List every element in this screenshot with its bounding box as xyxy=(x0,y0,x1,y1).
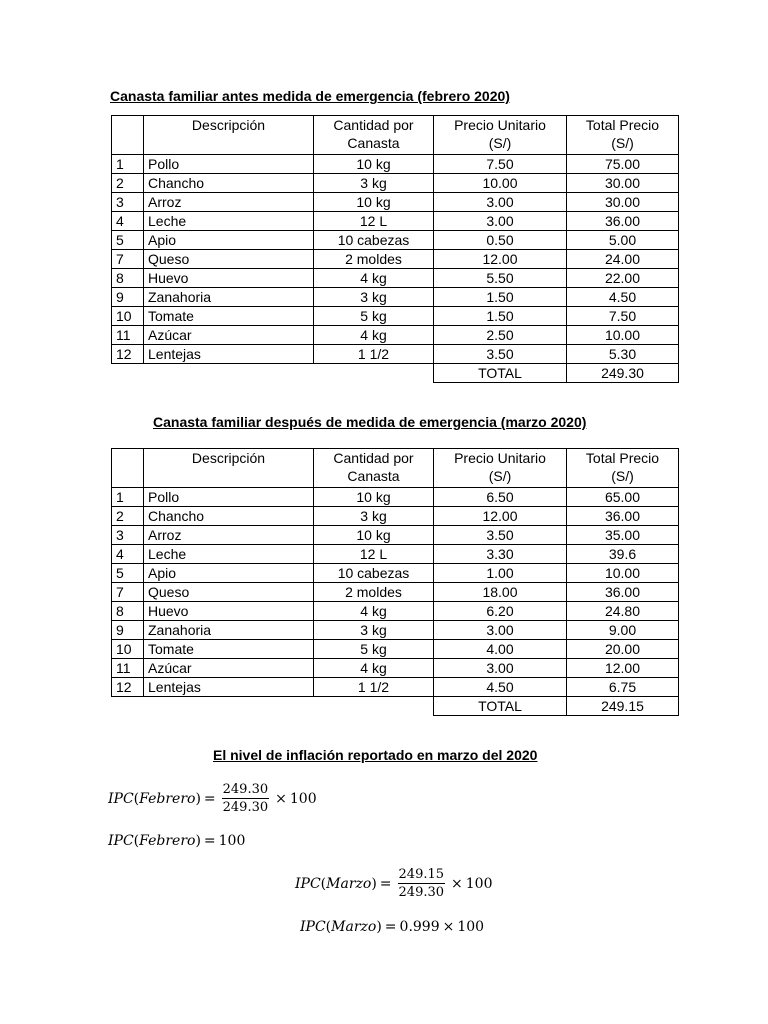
row-description: Tomate xyxy=(144,307,314,326)
row-number: 7 xyxy=(112,250,144,269)
row-total-price: 36.00 xyxy=(567,583,679,602)
ipc-symbol: IPC xyxy=(108,833,134,849)
header-unit-price xyxy=(434,116,567,155)
row-unit-price: 1.00 xyxy=(434,564,567,583)
row-unit-price: 6.50 xyxy=(434,488,567,507)
row-total-price: 5.00 xyxy=(567,231,679,250)
times-sign: × xyxy=(442,919,455,935)
row-quantity: 5 kg xyxy=(314,640,434,659)
row-description: Pollo xyxy=(144,488,314,507)
row-total-price: 39.6 xyxy=(567,545,679,564)
row-number: 9 xyxy=(112,288,144,307)
row-total-price: 75.00 xyxy=(567,155,679,174)
header-total-price xyxy=(567,116,679,155)
header-price-line2: (S/) xyxy=(488,135,512,151)
blank-cell xyxy=(314,697,434,716)
inflation-title: El nivel de inflación reportado en marzo del 2020 xyxy=(213,747,538,763)
header-total-price xyxy=(567,449,679,488)
equation-ipc-february-fraction: IPC ( Febrero ) = $\frac{249.30}{249.30}$ × 100 xyxy=(108,782,317,815)
row-number: 10 xyxy=(112,640,144,659)
row-unit-price: 6.20 xyxy=(434,602,567,621)
fraction xyxy=(398,866,446,901)
table-row xyxy=(112,602,679,621)
row-quantity: 3 kg xyxy=(314,507,434,526)
row-number: 8 xyxy=(112,269,144,288)
header-quantity-line1: Cantidad por xyxy=(333,117,414,133)
row-unit-price: 18.00 xyxy=(434,583,567,602)
header-number xyxy=(112,116,144,155)
row-total-price: 24.00 xyxy=(567,250,679,269)
table-header-row xyxy=(112,116,679,155)
table-header-row xyxy=(112,449,679,488)
row-number: 10 xyxy=(112,307,144,326)
basket-table-february xyxy=(111,115,679,383)
table-row xyxy=(112,345,679,364)
row-unit-price: 3.50 xyxy=(434,345,567,364)
row-total-price: 36.00 xyxy=(567,507,679,526)
row-quantity: 3 kg xyxy=(314,288,434,307)
total-value: 249.15 xyxy=(567,697,679,716)
row-quantity: 10 cabezas xyxy=(314,231,434,250)
equation-ipc-february-result: IPC ( Febrero ) = 100 xyxy=(108,833,246,849)
header-description: Descripción xyxy=(144,116,314,155)
table-row xyxy=(112,307,679,326)
table-row xyxy=(112,659,679,678)
row-unit-price: 3.30 xyxy=(434,545,567,564)
row-number: 2 xyxy=(112,174,144,193)
table-row xyxy=(112,231,679,250)
row-quantity: 10 kg xyxy=(314,193,434,212)
row-unit-price: 3.00 xyxy=(434,193,567,212)
row-total-price: 12.00 xyxy=(567,659,679,678)
header-description: Descripción xyxy=(144,449,314,488)
row-number: 1 xyxy=(112,155,144,174)
row-number: 3 xyxy=(112,193,144,212)
header-quantity-line1: Cantidad por xyxy=(333,450,414,466)
table-row xyxy=(112,640,679,659)
table-row xyxy=(112,545,679,564)
factor: 100 xyxy=(465,875,493,892)
table1-title: Canasta familiar antes medida de emergencia (febrero 2020) xyxy=(110,88,510,104)
row-total-price: 7.50 xyxy=(567,307,679,326)
total-label: TOTAL xyxy=(434,364,567,383)
table-row xyxy=(112,193,679,212)
total-row xyxy=(112,697,679,716)
row-description: Queso xyxy=(144,583,314,602)
table-row xyxy=(112,269,679,288)
total-row xyxy=(112,364,679,383)
header-quantity-line2: Canasta xyxy=(347,468,400,484)
row-quantity: 3 kg xyxy=(314,621,434,640)
equation-ipc-march-result: IPC ( Marzo ) = 0.999 × 100 xyxy=(300,919,485,935)
header-price-line2: (S/) xyxy=(488,468,512,484)
row-number: 4 xyxy=(112,212,144,231)
table-row xyxy=(112,212,679,231)
row-unit-price: 10.00 xyxy=(434,174,567,193)
result-value: 100 xyxy=(218,833,246,849)
row-number: 5 xyxy=(112,564,144,583)
row-unit-price: 3.50 xyxy=(434,526,567,545)
row-unit-price: 3.00 xyxy=(434,212,567,231)
fraction-numerator: 249.30 xyxy=(222,782,269,797)
row-description: Leche xyxy=(144,212,314,231)
row-total-price: 10.00 xyxy=(567,326,679,345)
row-quantity: 12 L xyxy=(314,545,434,564)
row-description: Zanahoria xyxy=(144,288,314,307)
row-description: Huevo xyxy=(144,602,314,621)
row-total-price: 10.00 xyxy=(567,564,679,583)
times-sign: × xyxy=(275,790,287,807)
ipc-argument: Febrero xyxy=(139,833,196,849)
row-total-price: 22.00 xyxy=(567,269,679,288)
row-description: Tomate xyxy=(144,640,314,659)
row-unit-price: 1.50 xyxy=(434,288,567,307)
table-row xyxy=(112,174,679,193)
fraction-denominator: 249.30 xyxy=(398,885,445,900)
row-number: 9 xyxy=(112,621,144,640)
row-description: Chancho xyxy=(144,507,314,526)
ipc-argument: Febrero xyxy=(139,790,196,807)
fraction xyxy=(222,781,270,816)
blank-cell xyxy=(112,697,144,716)
row-quantity: 10 kg xyxy=(314,526,434,545)
basket-table-march xyxy=(111,448,679,716)
table-row xyxy=(112,250,679,269)
row-unit-price: 7.50 xyxy=(434,155,567,174)
table-row xyxy=(112,488,679,507)
row-number: 3 xyxy=(112,526,144,545)
row-quantity: 12 L xyxy=(314,212,434,231)
row-total-price: 5.30 xyxy=(567,345,679,364)
row-quantity: 10 kg xyxy=(314,155,434,174)
header-total-line2: (S/) xyxy=(611,468,634,484)
header-price-line1: Precio Unitario xyxy=(454,450,546,466)
blank-cell xyxy=(112,364,144,383)
row-description: Queso xyxy=(144,250,314,269)
equation-ipc-march-fraction: IPC ( Marzo ) = $\frac{249.15}{249.30}$ × 100 xyxy=(295,867,493,900)
ipc-argument: Marzo xyxy=(326,875,372,892)
row-quantity: 4 kg xyxy=(314,659,434,678)
table-row xyxy=(112,678,679,697)
row-quantity: 1 1/2 xyxy=(314,678,434,697)
blank-cell xyxy=(144,364,314,383)
row-number: 8 xyxy=(112,602,144,621)
row-total-price: 35.00 xyxy=(567,526,679,545)
row-quantity: 2 moldes xyxy=(314,583,434,602)
ipc-symbol: IPC xyxy=(300,919,326,935)
factor: 100 xyxy=(457,919,485,935)
row-description: Lentejas xyxy=(144,345,314,364)
table-row xyxy=(112,621,679,640)
row-unit-price: 2.50 xyxy=(434,326,567,345)
row-number: 11 xyxy=(112,659,144,678)
header-quantity-line2: Canasta xyxy=(347,135,400,151)
row-number: 2 xyxy=(112,507,144,526)
header-unit-price xyxy=(434,449,567,488)
row-unit-price: 4.00 xyxy=(434,640,567,659)
row-total-price: 9.00 xyxy=(567,621,679,640)
total-label: TOTAL xyxy=(434,697,567,716)
row-quantity: 4 kg xyxy=(314,602,434,621)
table-row xyxy=(112,288,679,307)
row-description: Apio xyxy=(144,564,314,583)
row-description: Azúcar xyxy=(144,326,314,345)
header-number xyxy=(112,449,144,488)
row-description: Azúcar xyxy=(144,659,314,678)
table-row xyxy=(112,526,679,545)
row-number: 12 xyxy=(112,678,144,697)
fraction-denominator: 249.30 xyxy=(222,800,269,815)
row-description: Leche xyxy=(144,545,314,564)
row-description: Chancho xyxy=(144,174,314,193)
row-number: 12 xyxy=(112,345,144,364)
table-row xyxy=(112,155,679,174)
header-quantity xyxy=(314,116,434,155)
row-description: Pollo xyxy=(144,155,314,174)
row-quantity: 1 1/2 xyxy=(314,345,434,364)
row-description: Lentejas xyxy=(144,678,314,697)
row-description: Arroz xyxy=(144,193,314,212)
row-description: Arroz xyxy=(144,526,314,545)
blank-cell xyxy=(314,364,434,383)
row-quantity: 10 cabezas xyxy=(314,564,434,583)
row-number: 11 xyxy=(112,326,144,345)
blank-cell xyxy=(144,697,314,716)
row-unit-price: 5.50 xyxy=(434,269,567,288)
row-quantity: 3 kg xyxy=(314,174,434,193)
row-total-price: 30.00 xyxy=(567,174,679,193)
row-unit-price: 0.50 xyxy=(434,231,567,250)
row-unit-price: 3.00 xyxy=(434,621,567,640)
row-total-price: 4.50 xyxy=(567,288,679,307)
table-row xyxy=(112,564,679,583)
row-unit-price: 12.00 xyxy=(434,507,567,526)
row-quantity: 4 kg xyxy=(314,326,434,345)
decimal-value: 0.999 xyxy=(399,919,440,935)
table2-title: Canasta familiar después de medida de emergencia (marzo 2020) xyxy=(153,414,587,430)
row-quantity: 10 kg xyxy=(314,488,434,507)
factor: 100 xyxy=(289,790,317,807)
row-description: Huevo xyxy=(144,269,314,288)
table-row xyxy=(112,583,679,602)
row-number: 7 xyxy=(112,583,144,602)
row-total-price: 65.00 xyxy=(567,488,679,507)
table-row xyxy=(112,326,679,345)
row-quantity: 2 moldes xyxy=(314,250,434,269)
row-quantity: 4 kg xyxy=(314,269,434,288)
header-total-line2: (S/) xyxy=(611,135,634,151)
row-description: Apio xyxy=(144,231,314,250)
header-total-line1: Total Precio xyxy=(585,117,660,133)
row-unit-price: 1.50 xyxy=(434,307,567,326)
fraction-numerator: 249.15 xyxy=(398,867,445,882)
row-number: 1 xyxy=(112,488,144,507)
row-total-price: 30.00 xyxy=(567,193,679,212)
ipc-argument: Marzo xyxy=(331,919,377,935)
table-row xyxy=(112,507,679,526)
row-total-price: 6.75 xyxy=(567,678,679,697)
row-total-price: 36.00 xyxy=(567,212,679,231)
ipc-symbol: IPC xyxy=(108,790,134,807)
ipc-symbol: IPC xyxy=(295,875,321,892)
row-unit-price: 12.00 xyxy=(434,250,567,269)
header-quantity xyxy=(314,449,434,488)
header-price-line1: Precio Unitario xyxy=(454,117,546,133)
row-number: 5 xyxy=(112,231,144,250)
row-number: 4 xyxy=(112,545,144,564)
row-total-price: 24.80 xyxy=(567,602,679,621)
total-value: 249.30 xyxy=(567,364,679,383)
header-total-line1: Total Precio xyxy=(585,450,660,466)
row-description: Zanahoria xyxy=(144,621,314,640)
times-sign: × xyxy=(451,875,463,892)
row-quantity: 5 kg xyxy=(314,307,434,326)
row-unit-price: 3.00 xyxy=(434,659,567,678)
row-total-price: 20.00 xyxy=(567,640,679,659)
row-unit-price: 4.50 xyxy=(434,678,567,697)
